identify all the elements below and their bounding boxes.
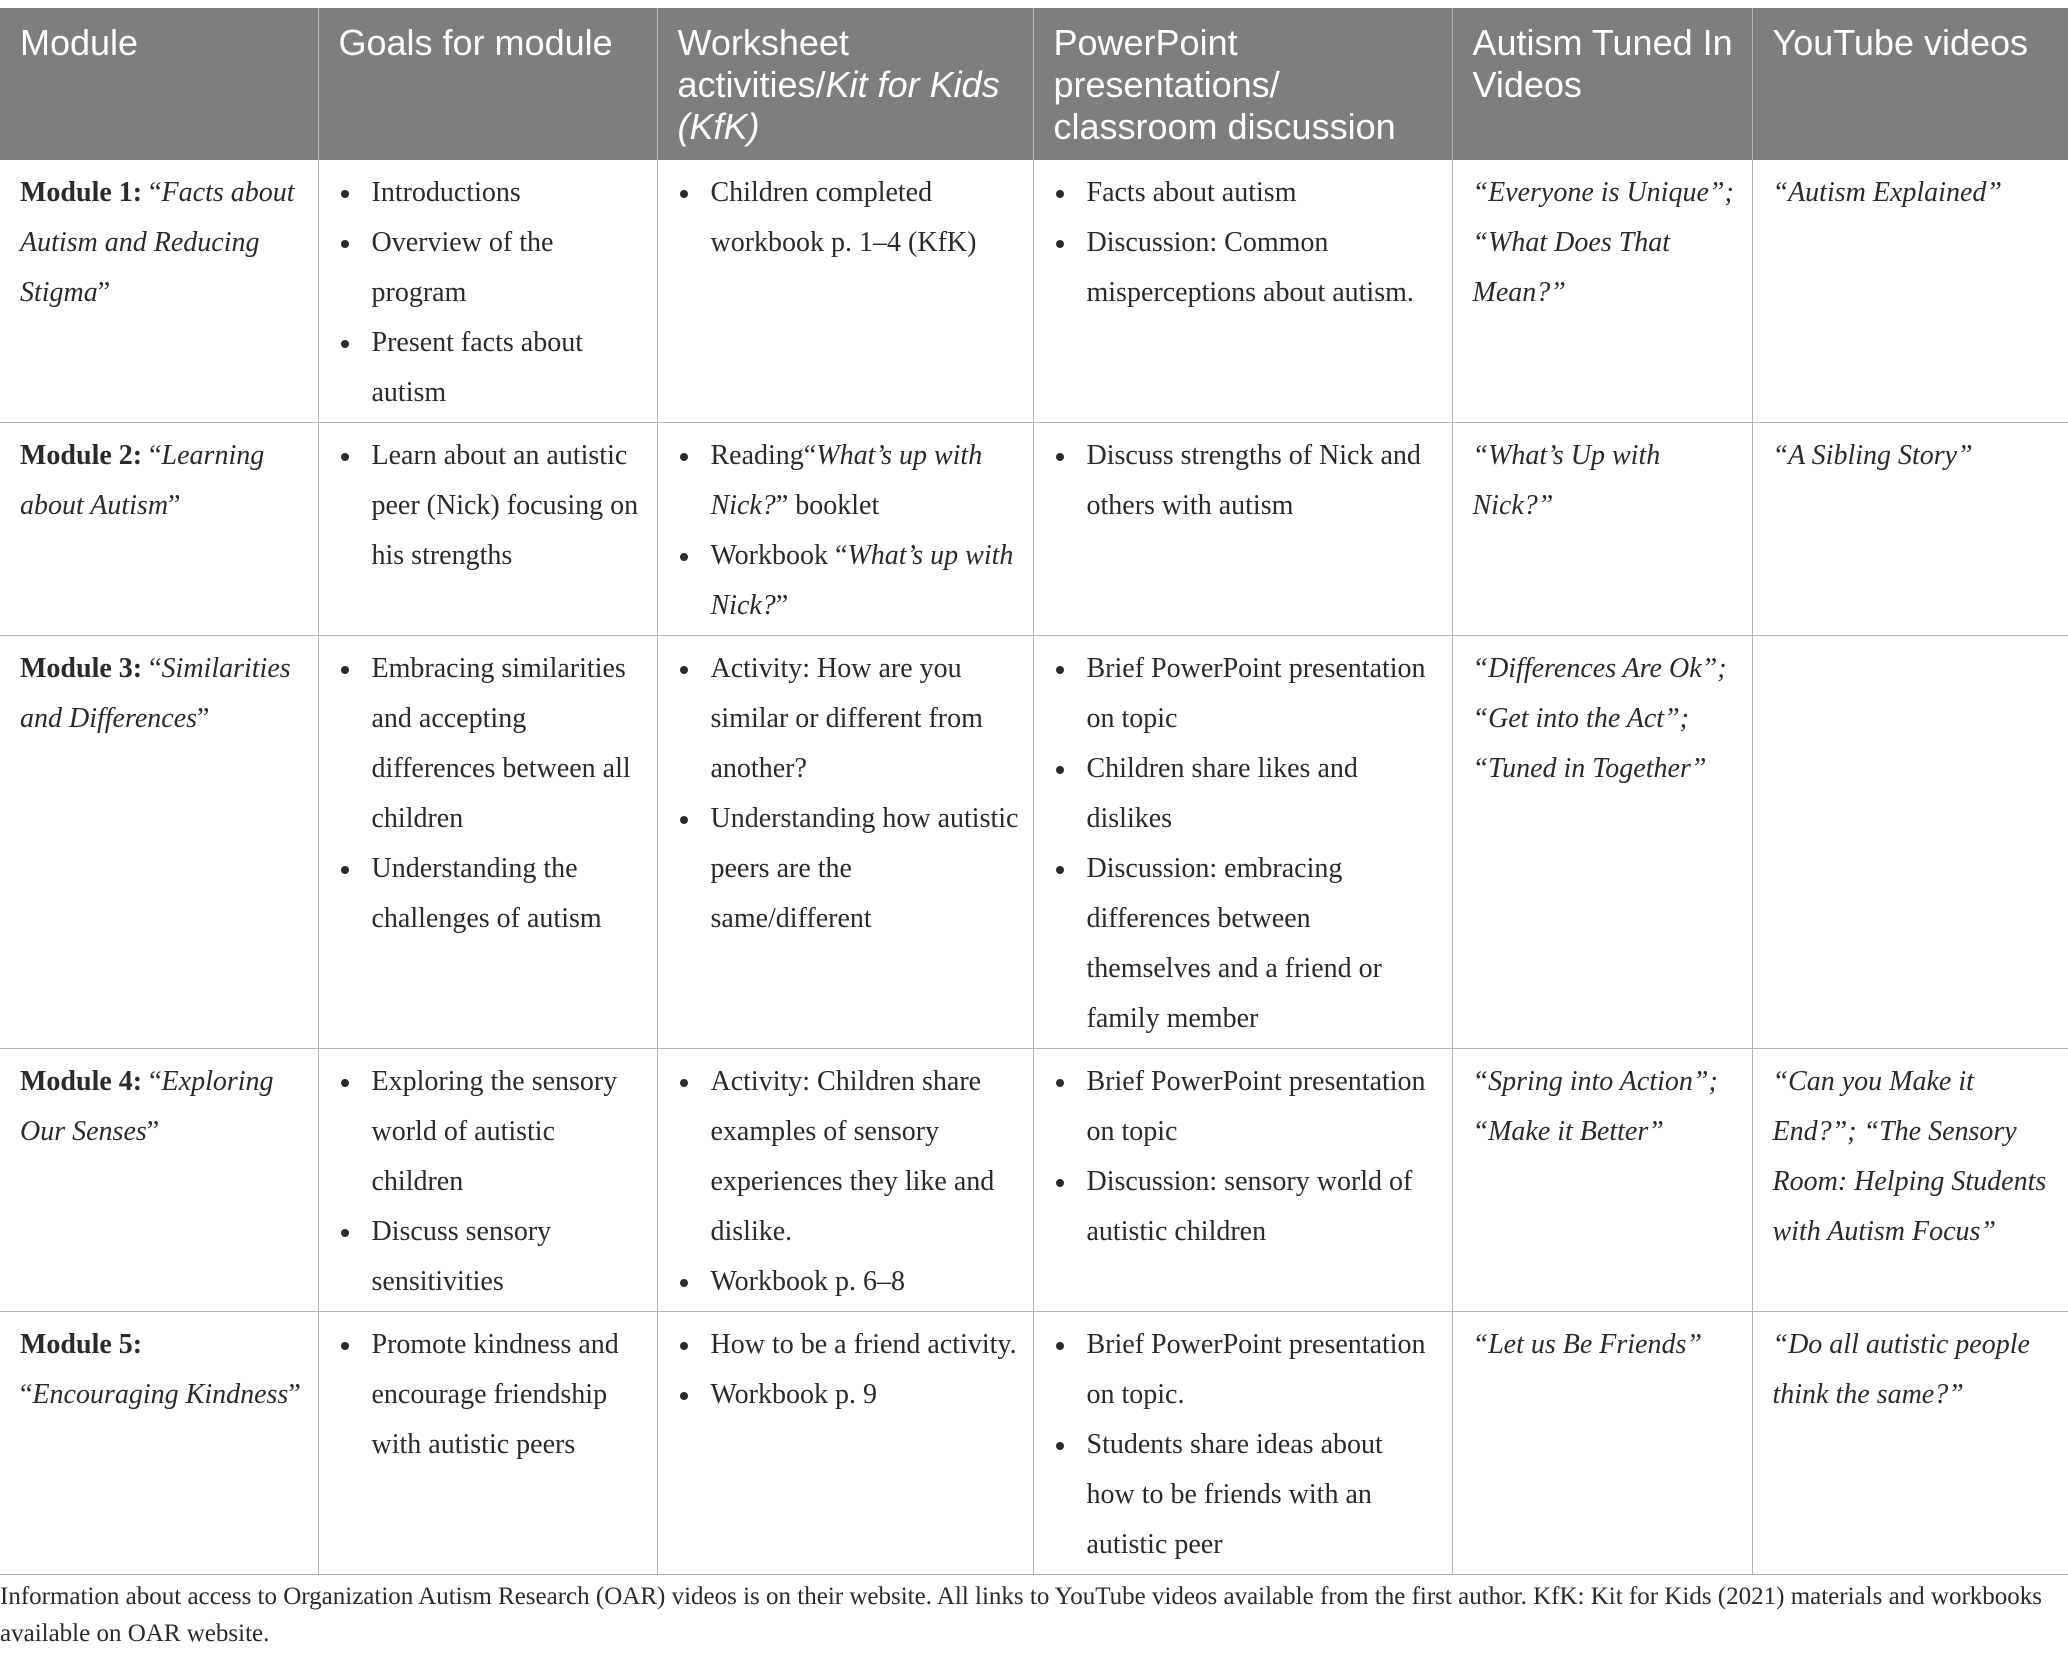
worksheet-text: Workbook “ [710, 540, 848, 571]
list-item [678, 1257, 1019, 1307]
list-item: Understanding the challenges of autism [339, 844, 643, 944]
header-worksheet-kfk: Kit for Kids (KfK) [677, 64, 1000, 147]
powerpoint-cell [1033, 636, 1452, 1049]
goals-list [339, 1320, 643, 1470]
goals-cell [318, 636, 657, 1049]
worksheet-list [678, 431, 1019, 631]
goals-list [339, 1057, 643, 1307]
list-item: Children share likes and dislikes [1054, 744, 1438, 844]
table-footnote: Information about access to Organization Autism Research (OAR) videos is on their website. All links to YouTube videos available from the first author. KfK: Kit for Kids (2021) materials and workbooks available on OAR website. [0, 1583, 2043, 1647]
youtube-title: “A Sibling Story” [1772, 440, 1973, 471]
list-item: Discuss strengths of Nick and others with autism [1054, 431, 1438, 531]
worksheet-text-end: ” booklet [775, 490, 880, 521]
list-item: Embracing similarities and accepting differences between all children [339, 644, 643, 844]
youtube-cell [1752, 636, 2068, 1049]
list-item [678, 794, 1019, 944]
table-row [0, 636, 2068, 1049]
video-title-list [1473, 1320, 1738, 1370]
video-title: “Get into the Act”; [1472, 703, 1689, 734]
list-item: Facts about autism [1054, 168, 1438, 218]
youtube-title-list [1773, 1057, 2055, 1257]
module-cell: Module 3: “Similarities and Differences” [0, 636, 318, 1049]
video-title: “Tuned in Together” [1472, 753, 1707, 784]
module-label: Module 4: [20, 1066, 143, 1097]
worksheet-text: Workbook p. 9 [710, 1379, 878, 1410]
table-row [0, 423, 2068, 636]
list-item: Present facts about autism [339, 318, 643, 418]
worksheet-cell [657, 636, 1033, 1049]
list-item [678, 531, 1019, 631]
header-worksheet [657, 8, 1033, 160]
list-item: Exploring the sensory world of autistic children [339, 1057, 643, 1207]
list-item: Learn about an autistic peer (Nick) focusing on his strengths [339, 431, 643, 581]
list-item: Discussion: embracing differences between themselves and a friend or family member [1054, 844, 1438, 1044]
youtube-title-list [1773, 168, 2055, 218]
list-item: Discussion: Common misperceptions about autism. [1054, 218, 1438, 318]
worksheet-list [678, 1057, 1019, 1307]
list-item: Overview of the program [339, 218, 643, 318]
list-item: Discuss sensory sensitivities [339, 1207, 643, 1307]
worksheet-list [678, 644, 1019, 944]
worksheet-list [678, 1320, 1019, 1420]
list-item: Discussion: sensory world of autistic children [1054, 1157, 1438, 1257]
worksheet-cell [657, 1049, 1033, 1312]
autism-tuned-cell [1452, 423, 1752, 636]
module-cell: Module 4: “Exploring Our Senses” [0, 1049, 318, 1312]
module-title: Encouraging Kindness [32, 1379, 289, 1410]
autism-tuned-cell [1452, 1049, 1752, 1312]
powerpoint-list [1054, 168, 1438, 318]
video-title-list [1473, 431, 1738, 531]
worksheet-cell [657, 160, 1033, 423]
header-goals: Goals for module [318, 8, 657, 160]
worksheet-text: How to be a friend activity. [710, 1329, 1017, 1360]
video-title-list [1473, 644, 1738, 794]
module-label: Module 3: [20, 653, 143, 684]
list-item: Introductions [339, 168, 643, 218]
youtube-title: “Autism Explained” [1772, 177, 2002, 208]
powerpoint-list [1054, 1320, 1438, 1570]
module-title: Facts about Autism and Reducing Stigma [20, 177, 295, 308]
header-worksheet-main: Worksheet activities/ [677, 22, 849, 105]
worksheet-text: Children completed workbook p. 1–4 (KfK) [710, 177, 977, 258]
video-title: “Let us Be Friends” [1472, 1329, 1702, 1360]
list-item: Brief PowerPoint presentation on topic [1054, 644, 1438, 744]
module-label: Module 2: [20, 440, 143, 471]
worksheet-italic-text: What’s up with Nick? [710, 540, 1014, 621]
worksheet-text: Workbook p. 6–8 [710, 1266, 906, 1297]
goals-cell [318, 1049, 657, 1312]
goals-list [339, 431, 643, 581]
header-powerpoint: PowerPoint presentations/ classroom discussion [1033, 8, 1452, 160]
module-cell: Module 2: “Learning about Autism” [0, 423, 318, 636]
list-item: Students share ideas about how to be friends with an autistic peer [1054, 1420, 1438, 1570]
video-title-list [1473, 1057, 1738, 1157]
worksheet-text-end: ” [775, 590, 789, 621]
list-item [678, 431, 1019, 531]
goals-list [339, 168, 643, 418]
worksheet-cell [657, 423, 1033, 636]
list-item [678, 644, 1019, 794]
header-youtube: YouTube videos [1752, 8, 2068, 160]
powerpoint-cell [1033, 1312, 1452, 1575]
powerpoint-cell [1033, 160, 1452, 423]
module-cell: Module 1: “Facts about Autism and Reducing Stigma” [0, 160, 318, 423]
autism-tuned-cell [1452, 1312, 1752, 1575]
powerpoint-cell [1033, 423, 1452, 636]
list-item: Brief PowerPoint presentation on topic. [1054, 1320, 1438, 1420]
worksheet-text: Activity: Children share examples of sensory experiences they like and dislike. [710, 1066, 995, 1247]
module-title: Learning about Autism [20, 440, 265, 521]
module-title: Similarities and Differences [20, 653, 291, 734]
autism-tuned-cell [1452, 636, 1752, 1049]
module-label: Module 5: [20, 1329, 143, 1360]
youtube-cell [1752, 1312, 2068, 1575]
video-title: “Make it Better” [1472, 1116, 1664, 1147]
worksheet-text: Understanding how autistic peers are the same/different [710, 803, 1019, 934]
goals-list [339, 644, 643, 944]
module-title: Exploring Our Senses [20, 1066, 274, 1147]
youtube-cell [1752, 160, 2068, 423]
worksheet-list [678, 168, 1019, 268]
youtube-cell [1752, 423, 2068, 636]
video-title: “What Does That Mean?” [1472, 227, 1671, 308]
table-row [0, 1312, 2068, 1575]
list-item: Brief PowerPoint presentation on topic [1054, 1057, 1438, 1157]
header-row [0, 8, 2068, 160]
worksheet-text: Activity: How are you similar or different from another? [710, 653, 983, 784]
video-title-list [1473, 168, 1738, 318]
module-label: Module 1: [20, 177, 143, 208]
powerpoint-list [1054, 431, 1438, 531]
youtube-title-list [1773, 431, 2055, 481]
table-row [0, 1049, 2068, 1312]
powerpoint-list [1054, 644, 1438, 1044]
goals-cell [318, 160, 657, 423]
worksheet-cell [657, 1312, 1033, 1575]
module-cell: Module 5: “Encouraging Kindness” [0, 1312, 318, 1575]
video-title: “Spring into Action”; [1472, 1066, 1718, 1097]
modules-table [0, 8, 2068, 1575]
video-title: “Everyone is Unique”; [1472, 177, 1734, 208]
list-item [678, 1320, 1019, 1370]
youtube-cell [1752, 1049, 2068, 1312]
list-item: Promote kindness and encourage friendship with autistic peers [339, 1320, 643, 1470]
goals-cell [318, 1312, 657, 1575]
list-item [678, 1370, 1019, 1420]
worksheet-text: Reading“ [710, 440, 817, 471]
youtube-title-list [1773, 1320, 2055, 1420]
goals-cell [318, 423, 657, 636]
header-autism-tuned: Autism Tuned In Videos [1452, 8, 1752, 160]
youtube-title: “Can you Make it End?”; “The Sensory Room: Helping Students with Autism Focus” [1772, 1066, 2047, 1247]
list-item [678, 1057, 1019, 1257]
video-title: “What’s Up with Nick?” [1472, 440, 1661, 521]
header-module: Module [0, 8, 318, 160]
autism-tuned-cell [1452, 160, 1752, 423]
table-row [0, 160, 2068, 423]
powerpoint-list [1054, 1057, 1438, 1257]
worksheet-italic-text: What’s up with Nick? [710, 440, 983, 521]
youtube-title: “Do all autistic people think the same?” [1772, 1329, 2030, 1410]
powerpoint-cell [1033, 1049, 1452, 1312]
video-title: “Differences Are Ok”; [1472, 653, 1727, 684]
list-item [678, 168, 1019, 268]
